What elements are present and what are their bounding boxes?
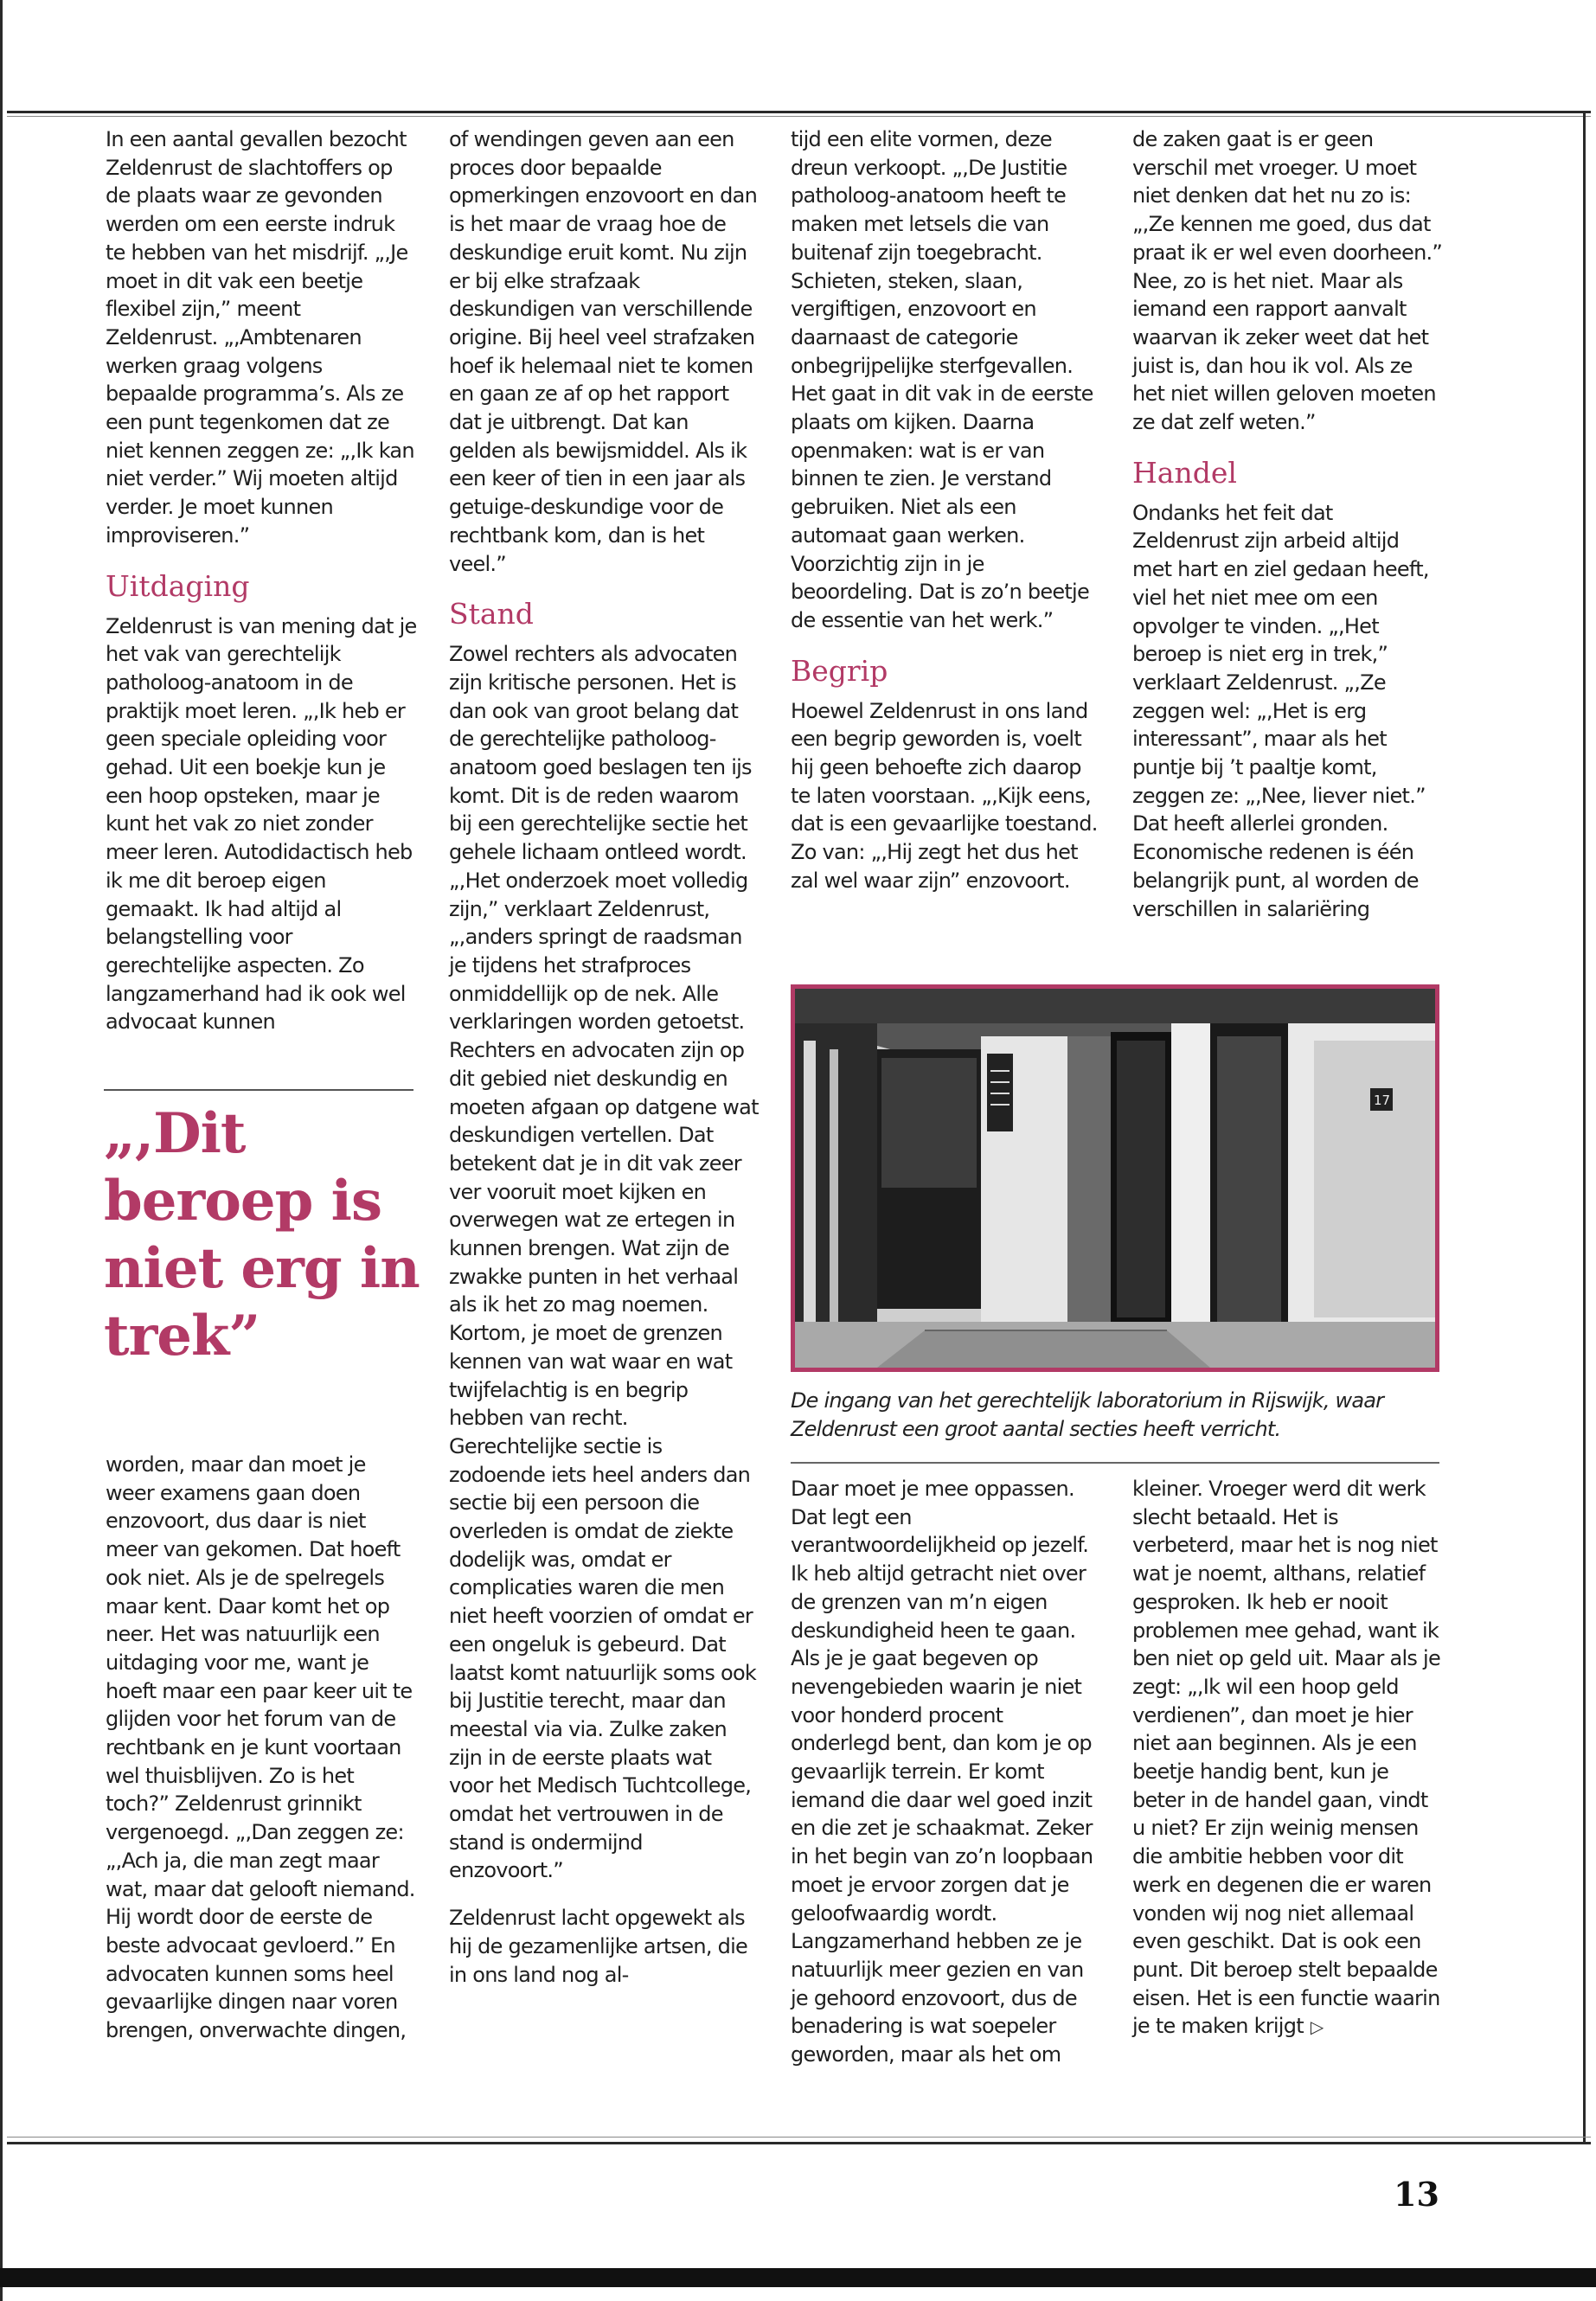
top-rule [7, 111, 1591, 113]
page-number: 13 [1394, 2175, 1439, 2214]
heading-uitdaging: Uitdaging [106, 568, 250, 603]
column-1-after-quote: worden, maar dan moet je weer examens gaan doen enzovoort, dus daar is niet meer van gekomen. Dat hoeft ook niet. Als je de spelregels maar kent. Daar komt het op neer. Het was natuurlijk een uitdaging voor me, want je hoeft maar een paar keer uit te glijden voor het forum van de rechtbank en je kunt voortaan wel thuisblijven. Zo is het toch?” Zeldenrust grinnikt vergenoegd. „,Dan zeggen ze: „,Ach ja, die man zegt maar wat, maar dat gelooft niemand. Hij wordt door de eerste de beste advocaat gevloerd.” En advocaten kunnen soms heel gevaarlijke dingen naar voren brengen, onverwachte dingen, [106, 1452, 415, 2043]
column-4-after-photo-wrap [1132, 1475, 1444, 2134]
column-3-section: Hoewel Zeldenrust in ons land een begrip geworden is, voelt hij geen behoefte zich daarop te laten voorstaan. „,Kijk eens, dat is een gevaarlijke toestand. Zo van: „,Hij zegt het dus het zal wel waar zijn” enzovoort. [791, 698, 1098, 893]
column-3-continued [791, 1475, 1102, 2134]
heading-begrip: Begrip [791, 653, 888, 688]
column-4-after-photo: kleiner. Vroeger werd dit werk slecht betaald. Het is verbeterd, maar het is nog niet wat je noemt, althans, relatief gesproken. Ik heb er nooit problemen mee gehad, want ik ben niet op geld uit. Maar als je zegt: „,Ik wil een hoop geld verdienen”, dan moet je hier niet aan beginnen. Als je een beetje handig bent, kun je beter in de handel gaan, vindt u niet? Er zijn weinig mensen die ambitie hebben voor dit werk en degenen die er waren vonden wij nog niet allemaal even geschikt. Dat is ook een punt. Dit beroep stelt bepaalde eisen. Het is een functie waarin je te maken krijgt [1132, 1477, 1440, 2039]
bottom-rule-inner [7, 2137, 1591, 2138]
top-rule-inner [7, 116, 1591, 117]
column-2-intro: of wendingen geven aan een proces door bepaalde opmerkingen enzovoort en dan is het maar de vraag hoe de deskundige eruit komt. Nu zijn er bij elke strafzaak deskundigen van verschillende origine. Bij heel veel strafzaken hoef ik helemaal niet te komen en gaan ze af op het rapport dat je uitbrengt. Dat kan gelden als bewijsmiddel. Als ik een keer of tien in een jaar als getuige-deskundige voor de rechtbank kom, dan is het veel.” [449, 127, 758, 576]
entrance-photo-image [795, 989, 1435, 1368]
column-2 [449, 125, 760, 1987]
pull-quote-rule [104, 1089, 413, 1091]
column-4 [1132, 125, 1444, 936]
building-sign-number: 17 [1374, 1093, 1391, 1108]
column-3-intro: tijd een elite vormen, deze dreun verkoopt. „,De Justitie patholoog-anatoom heeft te maken met letsels die van buitenaf zijn toegebracht. Schieten, steken, slaan, vergiftigen, enzovoort en daarnaast de categorie onbegrijpelijke sterfgevallen. Het gaat in dit vak in de eerste plaats om kijken. Daarna openmaken: wat is er van binnen te zien. Je verstand gebruiken. Niet als een automaat gaan werken. Voorzichtig zijn in je beoordeling. Dat is zo’n beetje de essentie van het werk.” [791, 127, 1093, 632]
column-2-outro: Zeldenrust lacht opgewekt als hij de gezamenlijke artsen, die in ons land nog al- [449, 1906, 748, 1987]
column-4-continued [1132, 1475, 1444, 2134]
column-1-continued [106, 1451, 417, 2134]
bottom-rule [7, 2142, 1591, 2144]
column-1-intro: In een aantal gevallen bezocht Zeldenrust de slachtoffers op de plaats waar ze gevonden werden om een eerste indruk te hebben van het misdrijf. „,Je moet in dit vak een beetje flexibel zijn,” meent Zeldenrust. „,Ambtenaren werken graag volgens bepaalde programma’s. Als ze een punt tegenkomen dat ze niet kennen zeggen ze: „,Ik kan niet verder.” Wij moeten altijd verder. Je moet kunnen improviseren.” [106, 127, 414, 548]
continue-arrow-icon: ▷ [1310, 2016, 1324, 2038]
column-4-section: Ondanks het feit dat Zeldenrust zijn arbeid altijd met hart en ziel gedaan heeft, viel het niet mee om een opvolger te vinden. „,Het beroep is niet erg in trek,” verklaart Zeldenrust. „,Ze zeggen wel: „,Het is erg interessant”, maar als het puntje bij ’t paaltje komt, zeggen ze: „,Nee, liever niet.” Dat heeft allerlei gronden. Economische redenen is één belangrijk punt, al worden de verschillen in salariëring [1132, 500, 1429, 921]
heading-handel: Handel [1132, 455, 1237, 490]
entrance-photo [791, 984, 1439, 1372]
column-1-section: Zeldenrust is van mening dat je het vak van gerechtelijk patholoog-anatoom in de praktijk moet leren. „,Ik heb er geen speciale opleiding voor gehad. Uit een boekje kun je een hoop opsteken, maar je kunt het vak zo niet zonder meer leren. Autodidactisch heb ik me dit beroep eigen gemaakt. Ik had altijd al belangstelling voor gerechtelijke aspecten. Zo langzamerhand had ik ook wel advocaat kunnen [106, 613, 417, 1035]
pull-quote: „,Dit beroep is niet erg in trek” [104, 1101, 420, 1368]
caption-rule [791, 1462, 1439, 1464]
bottom-scan-band [0, 2268, 1596, 2287]
column-3-after-photo: Daar moet je mee oppassen. Dat legt een verantwoordelijkheid op jezelf. Ik heb altijd getracht niet over de grenzen van m’n eigen deskundigheid heen te gaan. Als je je gaat begeven op nevengebieden waarin je niet voor honderd procent onderlegd bent, dan kom je op gevaarlijk terrein. Er komt iemand die daar wel goed inzit en die zet je schaakmat. Zeker in het begin van zo’n loopbaan moet je ervoor zorgen dat je geloofwaardig wordt. Langzamerhand hebben ze je natuurlijk meer gezien en van je gehoord enzovoort, dus de benadering is wat soepeler geworden, maar als het om [791, 1477, 1093, 2067]
scan-edge [0, 0, 3, 2301]
heading-stand: Stand [449, 597, 534, 631]
photo-caption: De ingang van het gerechtelijk laboratorium in Rijswijk, waar Zeldenrust een groot aantal secties heeft verricht. [791, 1388, 1384, 1441]
column-4-intro: de zaken gaat is er geen verschil met vroeger. U moet niet denken dat het nu zo is: „,Ze kennen me goed, dus dat praat ik er wel even doorheen.” Nee, zo is het niet. Maar als iemand een rapport aanvalt waarvan ik zeker weet dat het juist is, dan hou ik vol. Als ze het niet willen geloven moeten ze dat zelf weten.” [1132, 127, 1443, 435]
right-frame-rule [1583, 111, 1586, 2144]
column-2-section: Zowel rechters als advocaten zijn kritische personen. Het is dan ook van groot belang dat de gerechtelijke patholoog-anatoom goed beslagen ten ijs komt. Dit is de reden waarom bij een gerechtelijke sectie het gehele lichaam ontleed wordt. „,Het onderzoek moet volledig zijn,” verklaart Zeldenrust, „,anders springt de raadsman je tijdens het strafproces onmiddellijk op de nek. Alle verklaringen worden getoetst. Rechters en advocaten zijn op dit gebied niet deskundig en moeten afgaan op datgene wat deskundigen vertellen. Dat betekent dat je in dit vak zeer ver vooruit moet kijken en overwegen wat ze ertegen in kunnen brengen. Wat zijn de zwakke punten in het verhaal als ik het zo mag noemen. Kortom, je moet de grenzen kennen van wat waar en wat twijfelachtig is en begrip hebben van recht. Gerechtelijke sectie is zodoende iets heel anders dan sectie bij een persoon die overleden is omdat de ziekte dodelijk was, omdat er complicaties waren die men niet heeft voorzien of omdat er een ongeluk is gebeurd. Dat laatst komt natuurlijk soms ook bij Justitie terecht, maar dan meestal via via. Zulke zaken zijn in de eerste plaats wat voor het Medisch Tuchtcollege, omdat het vertrouwen in de stand is ondermijnd enzovoort.” [449, 642, 759, 1883]
column-3 [791, 125, 1102, 926]
